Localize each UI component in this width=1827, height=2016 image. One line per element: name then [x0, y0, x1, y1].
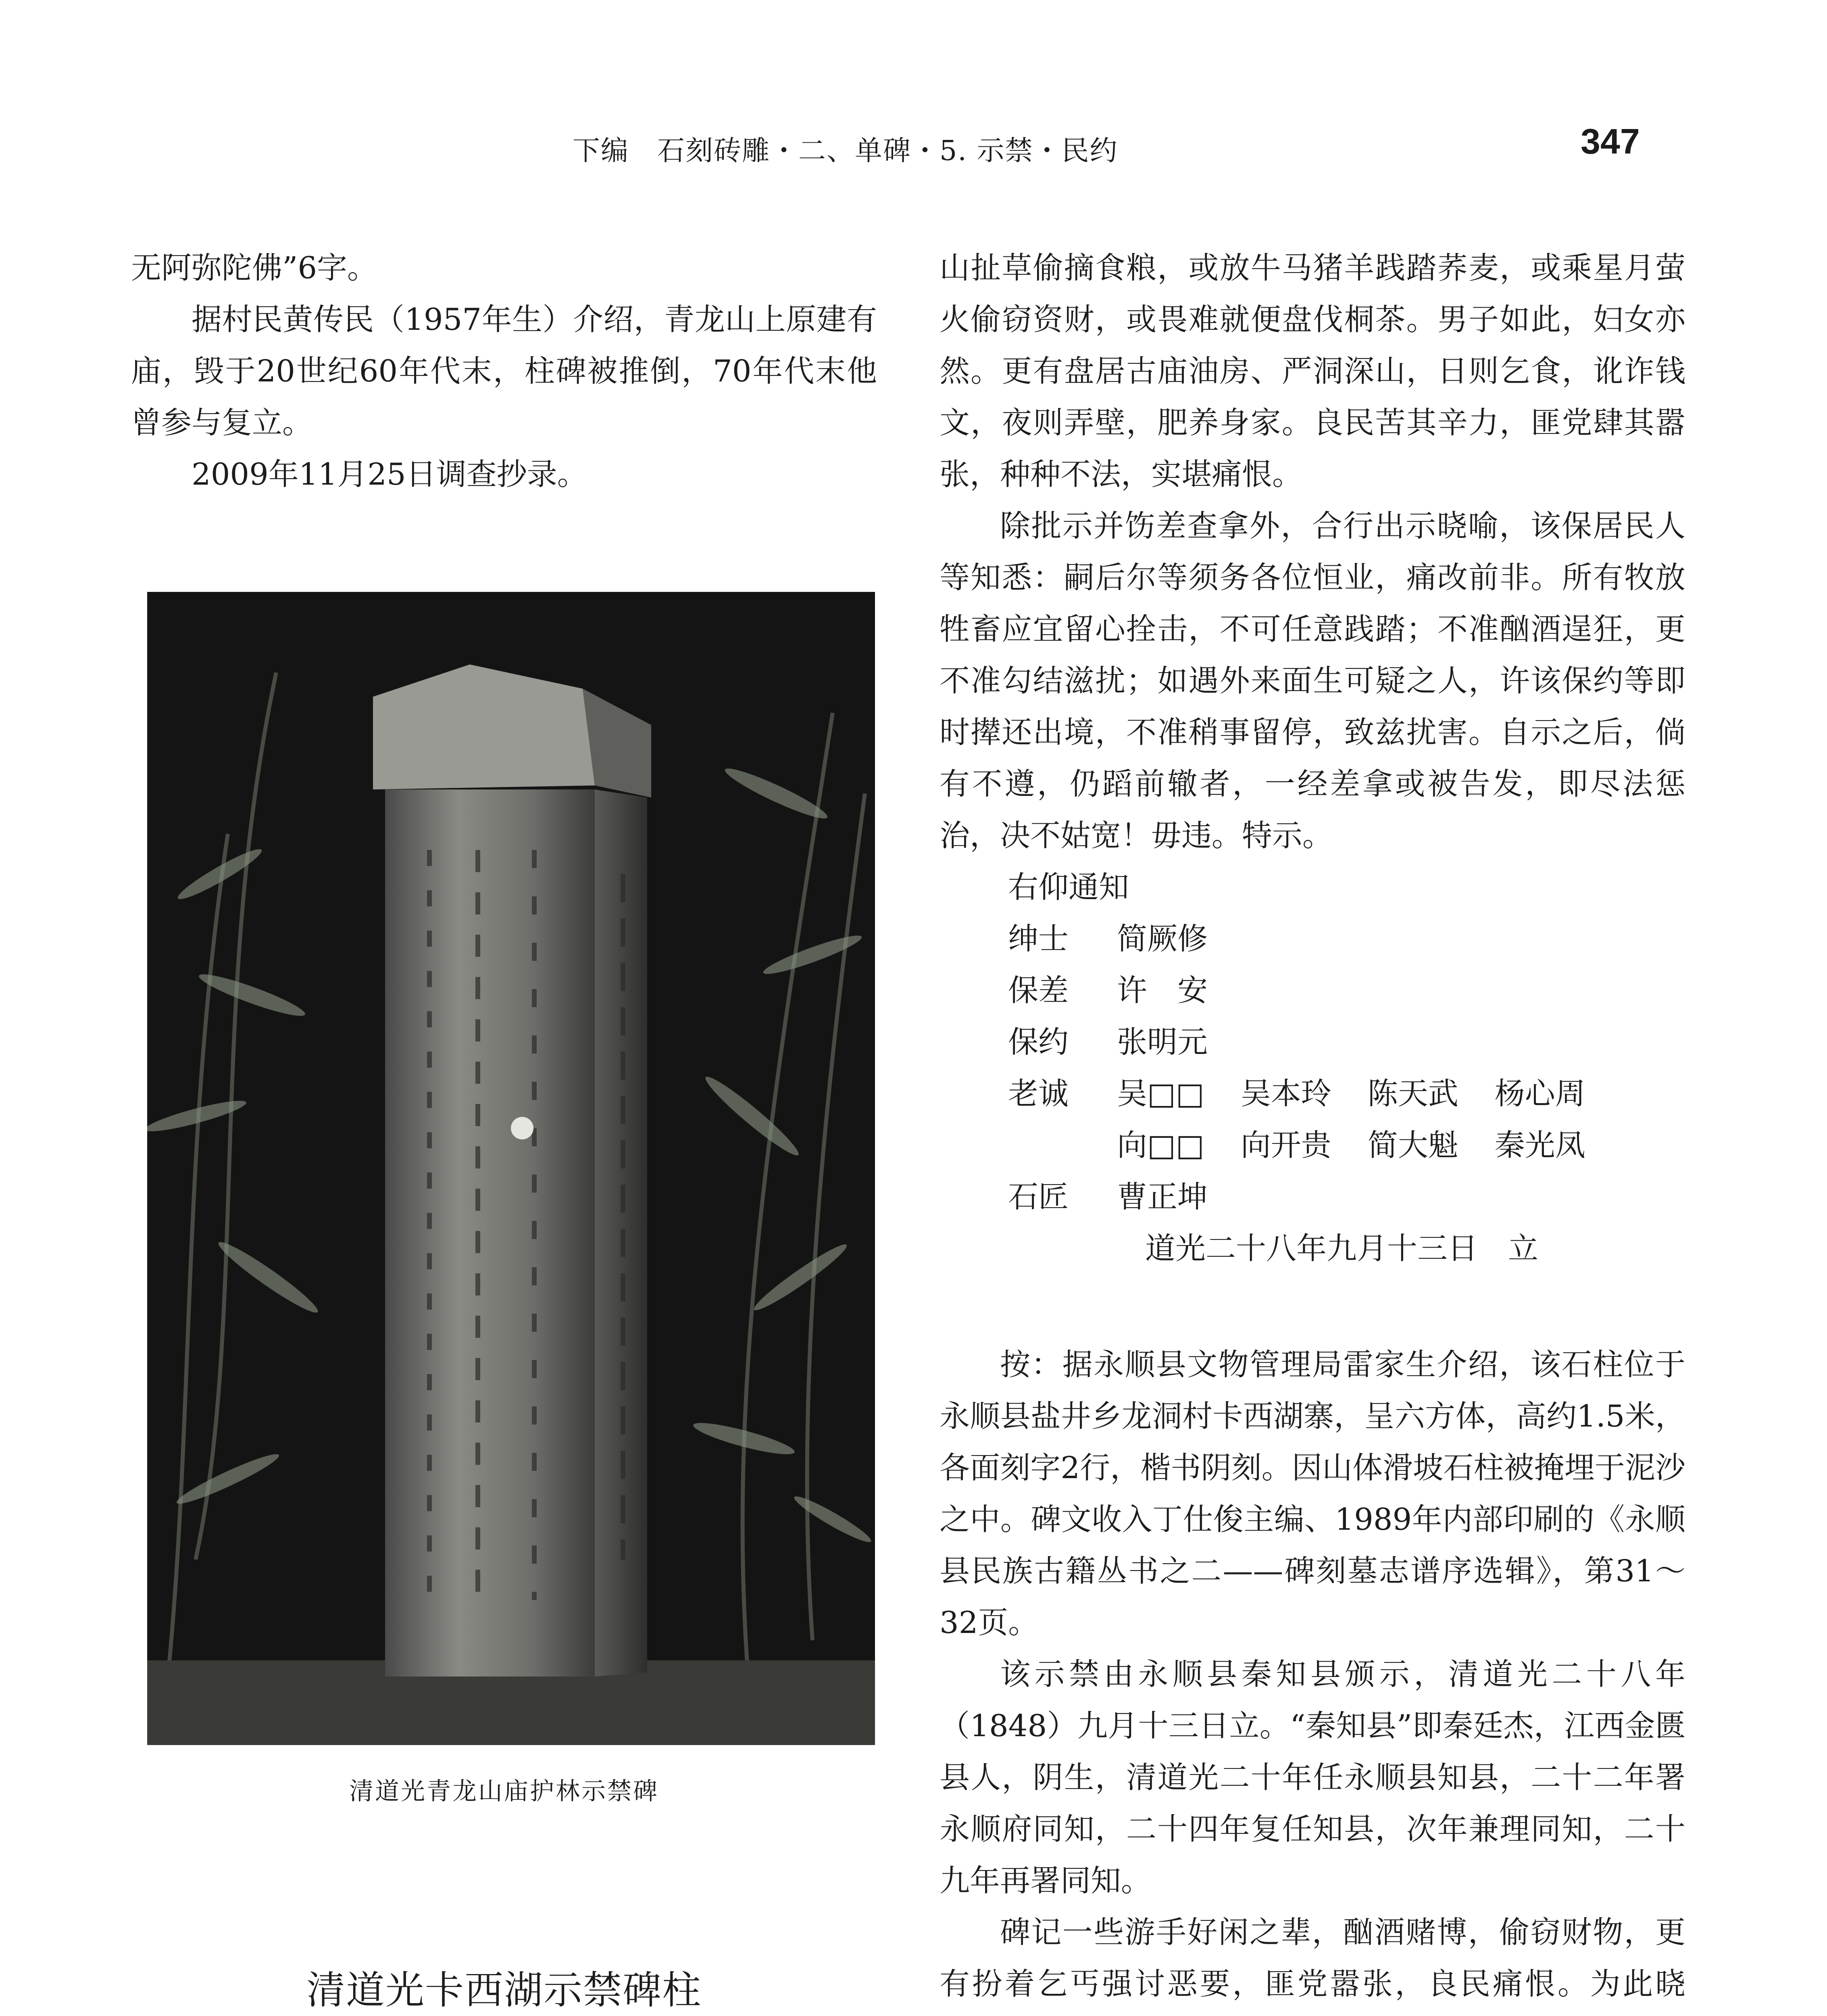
signature-row — [940, 964, 1685, 1016]
signature-block — [940, 861, 1685, 1274]
paragraph: 该示禁由永顺县秦知县颁示，清道光二十八年（1848）九月十三日立。“秦知县”即秦廷杰，江西金匮县人，阴生，清道光二十年任永顺县知县，二十二年署永顺府同知，二十四年复任知县，次年兼理同知，二十九年再署同知。 — [940, 1656, 1685, 1898]
page-number: 347 — [1581, 121, 1640, 161]
paragraph: 碑记一些游手好闲之辈，酗酒赌博，偷窃财物，更有扮着乞丐强讨恶要，匪党嚣张，良民痛恨。为此晓 — [940, 1914, 1685, 2001]
signature-row — [940, 1016, 1685, 1068]
signature-row — [940, 1171, 1685, 1223]
signature-name: 秦光凤 — [1494, 1127, 1585, 1163]
stele-photo-drawing — [147, 592, 875, 1745]
paragraph: 除批示并饬差查拿外，合行出示晓喻，该保居民人等知悉：嗣后尔等须务各位恒业，痛改前非。所有牧放牲畜应宜留心拴击，不可任意践踏；不准酗酒逞狂，更不准勾结滋扰；如遇外来面生可疑之人，许该保约等即时撵还出境，不准稍事留停，致兹扰害。自示之后，倘有不遵，仍蹈前辙者，一经差拿或被告发，即尽法惩治，决不姑宽！毋违。特示。 — [940, 508, 1685, 853]
signature-role: 保约 — [1008, 1024, 1069, 1060]
notes-section — [940, 1339, 1685, 2016]
signature-name: 吴□□ — [1117, 1076, 1204, 1111]
photo-caption: 清道光青龙山庙护林示禁碑 — [349, 1777, 659, 1806]
signature-name: 陈天武 — [1367, 1076, 1458, 1111]
paragraph: 2009年11月25日调查抄录。 — [192, 456, 587, 492]
section-title: 清道光卡西湖示禁碑柱 — [306, 1968, 702, 2013]
signature-name: 向开贵 — [1240, 1127, 1331, 1163]
paragraph: 据村民黄传民（1957年生）介绍，青龙山上原建有庙，毁于20世纪60年代末，柱碑被推倒，70年代末他曾参与复立。 — [131, 302, 877, 440]
signature-name: 杨心周 — [1494, 1076, 1585, 1111]
left-column-top — [131, 242, 877, 500]
signature-name: 向□□ — [1117, 1127, 1204, 1163]
signature-date: 道光二十八年九月十三日 立 — [1145, 1231, 1539, 1266]
signature-name: 曹正坤 — [1117, 1179, 1208, 1214]
stele-photo — [147, 592, 875, 1745]
signature-role: 保差 — [1008, 973, 1069, 1008]
signature-name: 吴本玲 — [1240, 1076, 1331, 1111]
signature-name: 张明元 — [1117, 1024, 1208, 1060]
signature-role — [940, 1119, 1117, 1171]
signature-name: 许 安 — [1117, 973, 1208, 1008]
paragraph: 无阿弥陀佛”6字。 — [131, 250, 378, 285]
signature-name: 简厥修 — [1117, 921, 1208, 956]
signature-row — [940, 1068, 1685, 1119]
signature-notice-text: 右仰通知 — [1008, 869, 1129, 905]
signature-role: 绅士 — [1008, 921, 1069, 956]
right-column — [940, 242, 1685, 2016]
paragraph: 按：据永顺县文物管理局雷家生介绍，该石柱位于永顺县盐井乡龙洞村卡西湖寨，呈六方体，高约1.5米，各面刻字2行，楷书阴刻。因山体滑坡石柱被掩埋于泥沙之中。碑文收入丁仕俊主编、1989年内部印刷的《永顺县民族古籍丛书之二——碑刻墓志谱序选辑》，第31～32页。 — [940, 1347, 1685, 1640]
signature-role: 老诚 — [1008, 1076, 1069, 1111]
signature-row — [940, 1119, 1685, 1171]
paragraph: 山扯草偷摘食粮，或放牛马猪羊践踏荞麦，或乘星月萤火偷窃资财，或畏难就便盘伐桐茶。男子如此，妇女亦然。更有盘居古庙油房、严洞深山，日则乞食，讹诈钱文，夜则弄壁，肥养身家。良民苦其辛力，匪党肆其嚣张，种种不法，实堪痛恨。 — [940, 250, 1685, 492]
signature-name: 简大魁 — [1367, 1127, 1458, 1163]
signature-notice — [940, 861, 1685, 913]
signature-role: 石匠 — [1008, 1179, 1069, 1214]
signature-row — [940, 913, 1685, 964]
running-header: 下编 石刻砖雕・二、单碑・5. 示禁・民约 — [573, 135, 1118, 167]
